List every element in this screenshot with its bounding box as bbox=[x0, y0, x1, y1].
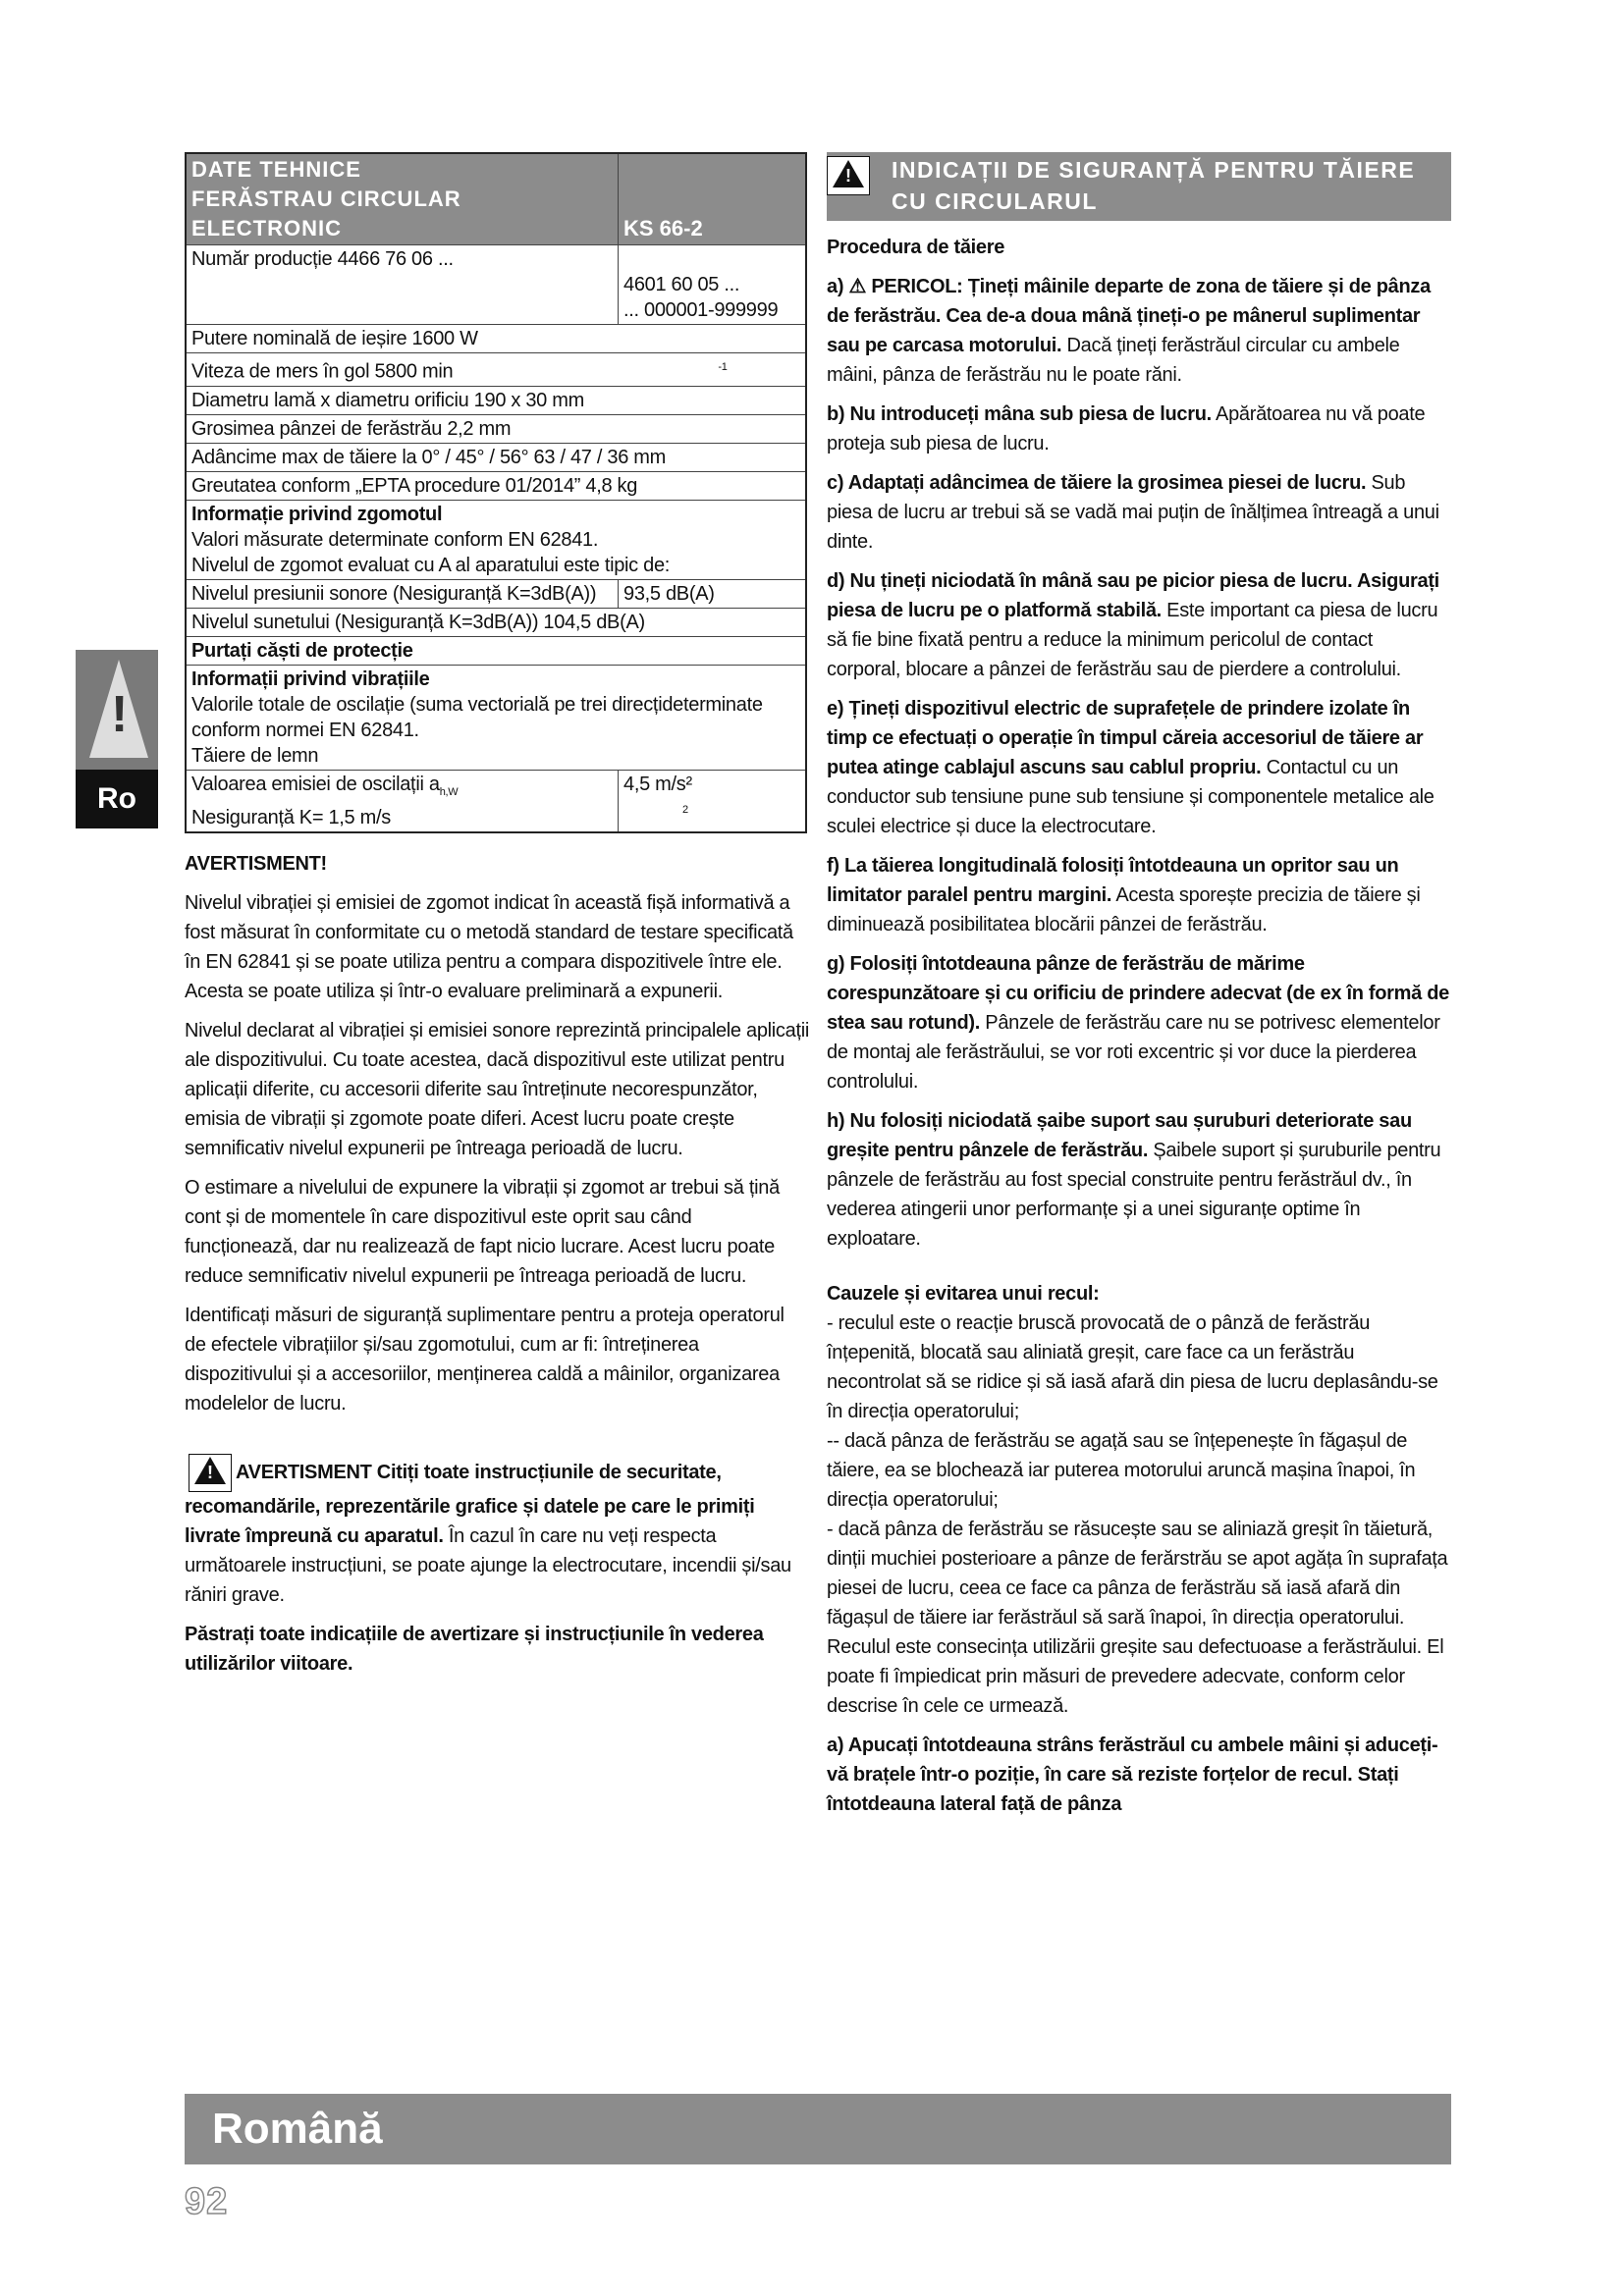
keep-instructions: Păstrați toate indicațiile de avertizare și instrucțiunile în vederea utilizărilor viitoare. bbox=[185, 1623, 764, 1675]
warning-icon: ! bbox=[89, 660, 148, 758]
language-code: Ro bbox=[76, 770, 158, 828]
list-item: d) Nu țineți niciodată în mână sau pe picior piesa de lucru. Asigurați piesa de lucru pe o platformă stabilă. Este important ca piesa de lucru să fie bine fixată pentru a reduce la minimum pericolul de contact corporal, blocare a pânzei de ferăstrău sau de pierdere a controlului. bbox=[827, 570, 1439, 680]
paragraph: -- dacă pânza de ferăstrău se agață sau se înțepenește în făgașul de tăiere, ea se blochează iar puterea motorului aruncă mașina înapoi, în direcția operatorului; bbox=[827, 1430, 1416, 1511]
procedure-title: Procedura de tăiere bbox=[827, 237, 1005, 258]
list-item: a) ⚠ PERICOL: Țineți mâinile departe de zona de tăiere și de pânza de ferăstrău. Cea de-a doua mână țineți-o pe mânerul suplimentar sau pe carcasa motorului. Dacă țineți ferăstrăul circular cu ambele mâini, pânza de ferăstrău nu le poate răni. bbox=[827, 276, 1431, 386]
recoil-title: Cauzele și evitarea unui recul: bbox=[827, 1283, 1100, 1305]
paragraph: Nivelul vibrației și emisiei de zgomot indicat în această fișă informativă a fost măsurat în conformitate cu o metodă standard de testare specificată în EN 62841 și se poate utiliza pentru a compara dispozitivele între ele. Acesta se poate utiliza și într-o evaluare preliminară a expunerii. bbox=[185, 891, 793, 1002]
vib-emission-value: 4,5 m/s² $^2$ bbox=[619, 770, 807, 832]
paragraph: Identificați măsuri de siguranță suplimentare pentru a proteja operatorul de efectele vibrațiilor și/sau zgomotului, cum ar fi: întreținerea dispozitivului și a accesoriilor, menținerea caldă a mâinilor, organizarea modelelor de lucru. bbox=[185, 1304, 785, 1415]
production-value: 4601 60 05 ... ... 000001-999999 bbox=[619, 245, 807, 325]
spec-title: DATE TEHNICE FERĂSTRAU CIRCULAR ELECTRONIC bbox=[186, 153, 619, 245]
spec-model: KS 66-2 bbox=[619, 153, 807, 245]
production-label: Număr producție 4466 76 06 ... bbox=[186, 245, 619, 325]
page-number: 92 bbox=[185, 2181, 229, 2222]
power-label: Nivelul sunetului (Nesiguranță K=3dB(A)) 104,5 dB(A) bbox=[186, 608, 806, 636]
paragraph: O estimare a nivelului de expunere la vibrații și zgomot ar trebui să țină cont și de momentele în care dispozitivul este oprit sau când funcționează, dar nu realizează de fapt nicio lucrare. Acest lucru poate reduce semnificativ nivelul expunerii pe întreaga perioadă de lucru. bbox=[185, 1176, 780, 1287]
language-side-tab bbox=[76, 650, 158, 828]
safety-warning: !AVERTISMENT Citiți toate instrucțiunile de securitate, recomandările, reprezentările grafice și datele pe care le primiți livrate împreună cu aparatul. În cazul în care nu veți respecta următoarele instrucțiuni, se poate ajunge la electrocutare, incendii și/sau răniri grave. bbox=[185, 1454, 809, 1610]
pressure-value: 93,5 dB(A) bbox=[619, 579, 807, 608]
list-item: g) Folosiți întotdeauna pânze de ferăstrău de mărime corespunzătoare și cu orificiu de prindere adecvat (de ex în formă de stea sau rotund). Pânzele de ferăstrău care nu se potrivesc elementelor de montaj ale ferăstrăului, se vor roti excentric și vor duce la pierderea controlului. bbox=[827, 953, 1449, 1093]
paragraph: - dacă pânza de ferăstrău se răsucește sau se aliniază greșit în tăietură, dinții muchiei posterioare a pânze de ferărstrău se apot agăța în suprafața piesei de lucru, ceea ce face ca pânza de ferăstrău să iasă afară din făgașul de tăiere iar ferăstrăul să sară înapoi, în direcția operatorului. bbox=[827, 1519, 1448, 1629]
spec-row: Greutatea conform „EPTA procedure 01/2014” 4,8 kg bbox=[186, 471, 806, 500]
list-item: h) Nu folosiți niciodată șaibe suport sau șuruburi deteriorate sau greșite pentru pânzele de ferăstrău. Șaibele suport și șuruburile pentru pânzele de ferăstrău au fost special construite pentru ferăstrăul dv., în vederea atingerii unor performanțe și a unei siguranțe optime în exploatare. bbox=[827, 1110, 1441, 1250]
paragraph: Reculul este consecința utilizării greșite sau defectuoase a ferăstrăului. El poate fi împiedicat prin măsuri de prevedere adecvate, conform celor descrise în cele ce urmează. bbox=[827, 1636, 1444, 1717]
list-item: f) La tăierea longitudinală folosiți întotdeauna un opritor sau un limitator paralel pentru margini. Acesta sporește precizia de tăiere și diminuează posibilitatea blocării pânzei de ferăstrău. bbox=[827, 855, 1421, 935]
pressure-label: Nivelul presiunii sonore (Nesiguranță K=3dB(A)) bbox=[186, 579, 619, 608]
spec-row: Diametru lamă x diametru orificiu 190 x 30 mm bbox=[186, 386, 806, 414]
paragraph: - reculul este o reacție bruscă provocată de o pânză de ferăstrău înțepenită, blocată sau aliniată greșit, care face ca un ferăstrău necontrolat să se ridice și să iasă afară din piesa de lucru deplasându-se în direcția operatorului; bbox=[827, 1312, 1438, 1422]
language-footer-bar: Română bbox=[185, 2094, 1451, 2164]
left-column bbox=[185, 152, 809, 1679]
vibration-info: Informații privind vibrațiile Valorile totale de oscilație (suma vectorială pe trei direcțideterminate conform normei EN 62841. Tăiere de lemn bbox=[186, 665, 806, 770]
noise-info: Informație privind zgomotul Valori măsurate determinate conform EN 62841. Nivelul de zgomot evaluat cu A al aparatului este tipic de: bbox=[186, 500, 806, 579]
list-item: b) Nu introduceți mâna sub piesa de lucru. Apărătoarea nu vă poate proteja sub piesa de lucru. bbox=[827, 403, 1426, 454]
vib-emission-label: Valoarea emisiei de oscilații $a_{h,W}$ Nesiguranță K= 1,5 m/s bbox=[186, 770, 619, 832]
spec-row: Adâncime max de tăiere la 0° / 45° / 56° 63 / 47 / 36 mm bbox=[186, 443, 806, 471]
paragraph: Nivelul declarat al vibrației și emisiei sonore reprezintă principalele aplicații ale dispozitivului. Cu toate acestea, dacă dispozitivul este utilizat pentru aplicații diferite, cu accesorii diferite sau întreținute necorespunzător, emisia de vibrații și zgomote poate diferi. Acest lucru poate crește semnificativ nivelul expunerii pe întreaga perioadă de lucru. bbox=[185, 1019, 810, 1159]
safety-heading-bar: ! INDICAȚII DE SIGURANȚĂ PENTRU TĂIERE CU CIRCULARUL bbox=[827, 152, 1451, 221]
spec-row: Putere nominală de ieșire 1600 W bbox=[186, 325, 806, 353]
warning-icon bbox=[827, 156, 870, 195]
spec-row: Grosimea pânzei de ferăstrău 2,2 mm bbox=[186, 414, 806, 443]
right-column bbox=[827, 152, 1451, 1819]
ear-protection: Purtați căști de protecție bbox=[186, 636, 806, 665]
spec-table bbox=[185, 152, 807, 833]
list-item: a) Apucați întotdeauna strâns ferăstrăul cu ambele mâini și aduceți-vă brațele într-o poziție, în care să reziste forțelor de recul. Stați întotdeauna lateral față de pânza bbox=[827, 1735, 1438, 1815]
spec-row: Viteza de mers în gol 5800 min $^{-1}$ bbox=[186, 353, 806, 387]
list-item: c) Adaptați adâncimea de tăiere la grosimea piesei de lucru. Sub piesa de lucru ar trebui să se vadă mai puțin de înălțimea întreagă a unui dinte. bbox=[827, 472, 1439, 553]
list-item: e) Țineți dispozitivul electric de suprafețele de prindere izolate în timp ce efectuați o operație în timpul căreia accesoriul de tăiere ar putea atinge cablajul ascuns sau cablul propriu. Contactul cu un conductor sub tensiune pune sub tensiune și componentele metalice ale sculei electrice și duce la electrocutare. bbox=[827, 698, 1435, 837]
warning-title: AVERTISMENT! bbox=[185, 852, 327, 875]
warning-icon bbox=[189, 1454, 232, 1492]
